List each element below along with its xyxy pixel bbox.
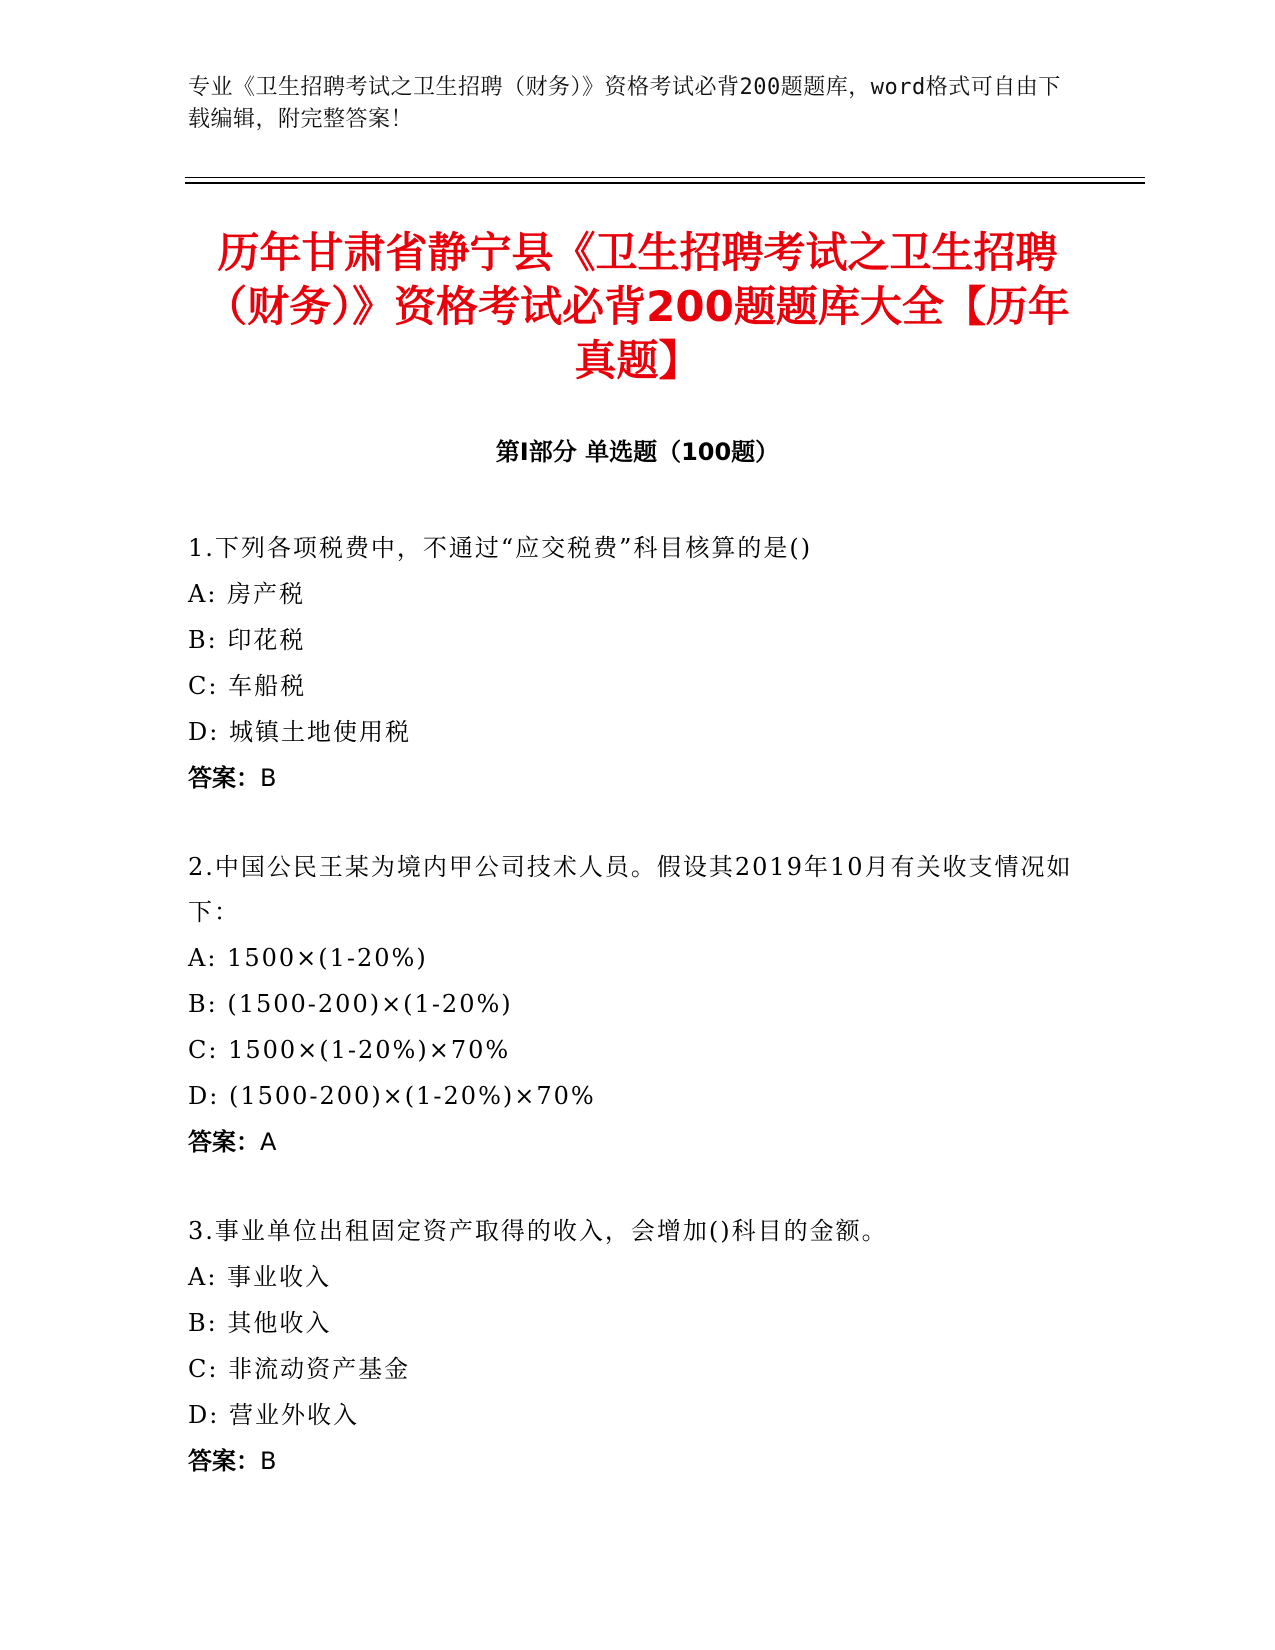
answer-label: 答案： xyxy=(188,1128,260,1156)
option-c: C: 非流动资产基金 xyxy=(188,1355,411,1383)
question-stem: 2.中国公民王某为境内甲公司技术人员。假设其2019年10月有关收支情况如下： xyxy=(188,853,1073,926)
option-d: D: 城镇土地使用税 xyxy=(188,718,411,746)
option-a: A: 房产税 xyxy=(188,580,306,608)
question-2 xyxy=(188,845,1088,1165)
option-a: A: 1500×(1-20%) xyxy=(188,944,428,972)
answer-value: B xyxy=(260,764,277,792)
document-title: 历年甘肃省静宁县《卫生招聘考试之卫生招聘（财务）》资格考试必背200题题库大全【历年真题】 xyxy=(205,228,1070,385)
section-title: 第I部分 单选题（100题） xyxy=(495,438,780,466)
answer-value: B xyxy=(260,1447,277,1475)
header-note: 专业《卫生招聘考试之卫生招聘（财务）》资格考试必背200题题库，word格式可自由下载编辑，附完整答案！ xyxy=(188,75,1061,132)
header-rule-thin xyxy=(185,177,1145,178)
answer-line xyxy=(188,1438,1088,1484)
question-stem: 3.事业单位出租固定资产取得的收入，会增加()科目的金额。 xyxy=(188,1217,888,1245)
answer-label: 答案： xyxy=(188,1447,260,1475)
option-a: A: 事业收入 xyxy=(188,1263,332,1291)
option-b: B: 印花税 xyxy=(188,626,306,654)
question-list xyxy=(188,526,1088,1528)
option-c: C: 车船税 xyxy=(188,672,307,700)
question-1 xyxy=(188,526,1088,801)
answer-value: A xyxy=(260,1128,277,1156)
answer-label: 答案： xyxy=(188,764,260,792)
option-b: B: (1500-200)×(1-20%) xyxy=(188,990,513,1018)
answer-line xyxy=(188,755,1088,801)
option-c: C: 1500×(1-20%)×70% xyxy=(188,1036,511,1064)
answer-line xyxy=(188,1119,1088,1165)
option-d: D: (1500-200)×(1-20%)×70% xyxy=(188,1082,596,1110)
question-stem: 1.下列各项税费中，不通过“应交税费”科目核算的是() xyxy=(188,534,813,562)
option-b: B: 其他收入 xyxy=(188,1309,332,1337)
option-d: D: 营业外收入 xyxy=(188,1401,359,1429)
question-3 xyxy=(188,1209,1088,1484)
header-rule-thick xyxy=(185,182,1145,184)
